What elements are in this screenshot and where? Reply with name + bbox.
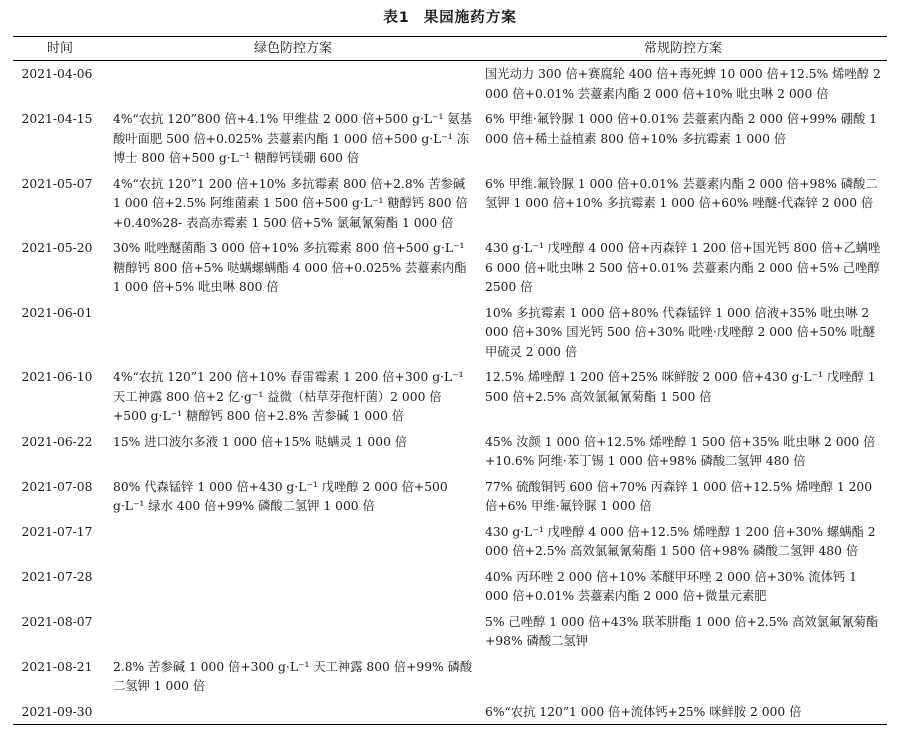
table-row — [13, 474, 887, 519]
row-conventional-plan: 10% 多抗霉素 1 000 倍+80% 代森锰锌 1 000 倍液+35% 吡虫啉 2 000 倍+30% 国光钙 500 倍+30% 吡唑·戊唑醇 2 000 倍+50% 吡醚甲硫灵 2 000 倍 — [485, 305, 876, 359]
row-conventional-plan: 40% 丙环唑 2 000 倍+10% 苯醚甲环唑 2 000 倍+30% 流体钙 1 000 倍+0.01% 芸薹素内酯 2 000 倍+微量元素肥 — [485, 569, 857, 603]
header-date: 时间 — [13, 37, 107, 61]
table-row — [13, 300, 887, 365]
table-row — [13, 564, 887, 609]
table-row — [13, 699, 887, 725]
row-date: 2021-07-28 — [21, 569, 93, 584]
table-row — [13, 519, 887, 564]
row-date: 2021-06-22 — [21, 434, 93, 449]
row-green-plan — [107, 699, 479, 725]
table-row — [13, 654, 887, 699]
row-conventional-plan: 430 g·L⁻¹ 戊唑醇 4 000 倍+丙森锌 1 200 倍+国光钙 800 倍+乙螨唑 6 000 倍+吡虫啉 2 500 倍+0.01% 芸薹素内酯 2 000 倍+5% 己唑醇 2500 倍 — [485, 241, 881, 294]
table-row — [13, 171, 887, 236]
row-green-plan: 2.8% 苦参碱 1 000 倍+300 g·L⁻¹ 天工神露 800 倍+99% 磷酸二氢钾 1 000 倍 — [113, 659, 473, 693]
row-green-plan: 4%“农抗 120”800 倍+4.1% 甲维盐 2 000 倍+500 g·L⁻¹ 氨基酸叶面肥 500 倍+0.025% 芸薹素内酯 1 000 倍+500 g·L⁻¹ 冻博士 800 倍+500 g·L⁻¹ 糖醇钙镁硼 600 倍 — [113, 112, 472, 165]
row-date: 2021-04-15 — [21, 112, 93, 126]
row-date: 2021-09-30 — [13, 699, 107, 725]
row-conventional-plan — [479, 654, 887, 699]
row-conventional-plan: 430 g·L⁻¹ 戊唑醇 4 000 倍+12.5% 烯唑醇 1 200 倍+30% 螺螨酯 2 000 倍+2.5% 高效氯氟氰菊酯 1 500 倍+98% 磷酸二氢钾 480 倍 — [485, 524, 876, 558]
row-conventional-plan: 6% 甲维·氟铃脲 1 000 倍+0.01% 芸薹素内酯 2 000 倍+99% 硼酸 1 000 倍+稀土益植素 800 倍+10% 多抗霉素 1 000 倍 — [485, 112, 878, 146]
row-date: 2021-06-10 — [21, 370, 93, 384]
header-conventional-plan: 常规防控方案 — [479, 37, 887, 61]
row-conventional-plan: 77% 硫酸铜钙 600 倍+70% 丙森锌 1 000 倍+12.5% 烯唑醇 1 200 倍+6% 甲维·氟铃脲 1 000 倍 — [485, 479, 873, 513]
row-conventional-plan: 45% 汝颜 1 000 倍+12.5% 烯唑醇 1 500 倍+35% 吡虫啉 2 000 倍+10.6% 阿维·苯丁锡 1 000 倍+98% 磷酸二氢钾 480 倍 — [485, 434, 876, 468]
row-conventional-plan: 6% 甲维.氟铃脲 1 000 倍+0.01% 芸薹素内酯 2 000 倍+98% 磷酸二氢钾 1 000 倍+10% 多抗霉素 1 000 倍+60% 唑醚·代森锌 2 000 倍 — [485, 176, 878, 210]
table-header-row — [13, 37, 887, 61]
row-date: 2021-08-07 — [21, 614, 93, 629]
table-row — [13, 61, 887, 107]
table-row — [13, 609, 887, 654]
table-row — [13, 364, 887, 429]
table-caption — [0, 6, 900, 27]
row-conventional-plan: 5% 己唑醇 1 000 倍+43% 联苯肼酯 1 000 倍+2.5% 高效氯氟氰菊酯+98% 磷酸二氢钾 — [485, 614, 879, 648]
row-green-plan — [107, 564, 479, 609]
row-conventional-plan: 12.5% 烯唑醇 1 200 倍+25% 咪鲜胺 2 000 倍+430 g·L⁻¹ 戊唑醇 1 500 倍+2.5% 高效氯氟氰菊酯 1 500 倍 — [485, 370, 876, 404]
table-row — [13, 429, 887, 474]
row-green-plan: 4%“农抗 120”1 200 倍+10% 多抗霉素 800 倍+2.8% 苦参碱 1 000 倍+2.5% 阿维菌素 1 500 倍+500 g·L⁻¹ 糖醇钙 800 倍+0.40%28- 表高赤霉素 1 500 倍+5% 氯氟氰菊酯 1 000 倍 — [113, 176, 468, 230]
row-date: 2021-07-08 — [21, 479, 93, 494]
row-date: 2021-05-20 — [21, 241, 93, 255]
table-title: 果园施药方案 — [423, 10, 517, 26]
row-date: 2021-05-07 — [21, 176, 93, 191]
header-green-plan: 绿色防控方案 — [107, 37, 479, 61]
row-green-plan: 4%“农抗 120”1 200 倍+10% 春雷霉素 1 200 倍+300 g·L⁻¹ 天工神露 800 倍+2 亿·g⁻¹ 益微（枯草芽孢杆菌）2 000 倍+500 g·L⁻¹ 糖醇钙 800 倍+2.8% 苦参碱 1 000 倍 — [113, 370, 464, 423]
row-conventional-plan: 国光动力 300 倍+赛腐轮 400 倍+毒死蜱 10 000 倍+12.5% 烯唑醇 2 000 倍+0.01% 芸薹素内酯 2 000 倍+10% 吡虫啉 2 000 倍 — [485, 67, 881, 101]
row-date: 2021-06-01 — [21, 305, 93, 320]
row-green-plan: 15% 进口波尔多液 1 000 倍+15% 哒螨灵 1 000 倍 — [113, 434, 408, 449]
table-row — [13, 235, 887, 300]
row-green-plan — [107, 61, 479, 107]
row-green-plan: 30% 吡唑醚菌酯 3 000 倍+10% 多抗霉素 800 倍+500 g·L⁻¹ 糖醇钙 800 倍+5% 哒螨螺螨酯 4 000 倍+0.025% 芸薹素内酯 1 000 倍+5% 吡虫啉 800 倍 — [113, 241, 467, 294]
row-date: 2021-07-17 — [21, 524, 93, 539]
row-green-plan: 80% 代森锰锌 1 000 倍+430 g·L⁻¹ 戊唑醇 2 000 倍+500 g·L⁻¹ 绿水 400 倍+99% 磷酸二氢钾 1 000 倍 — [113, 479, 448, 513]
table-row — [13, 106, 887, 171]
spray-plan-table — [13, 36, 887, 725]
row-green-plan — [107, 519, 479, 564]
table-number: 表1 — [383, 10, 410, 26]
row-date: 2021-08-21 — [21, 659, 93, 674]
row-green-plan — [107, 609, 479, 654]
row-conventional-plan: 6%“农抗 120”1 000 倍+流体钙+25% 咪鲜胺 2 000 倍 — [479, 699, 887, 725]
row-date: 2021-04-06 — [21, 67, 93, 81]
row-green-plan — [107, 300, 479, 365]
